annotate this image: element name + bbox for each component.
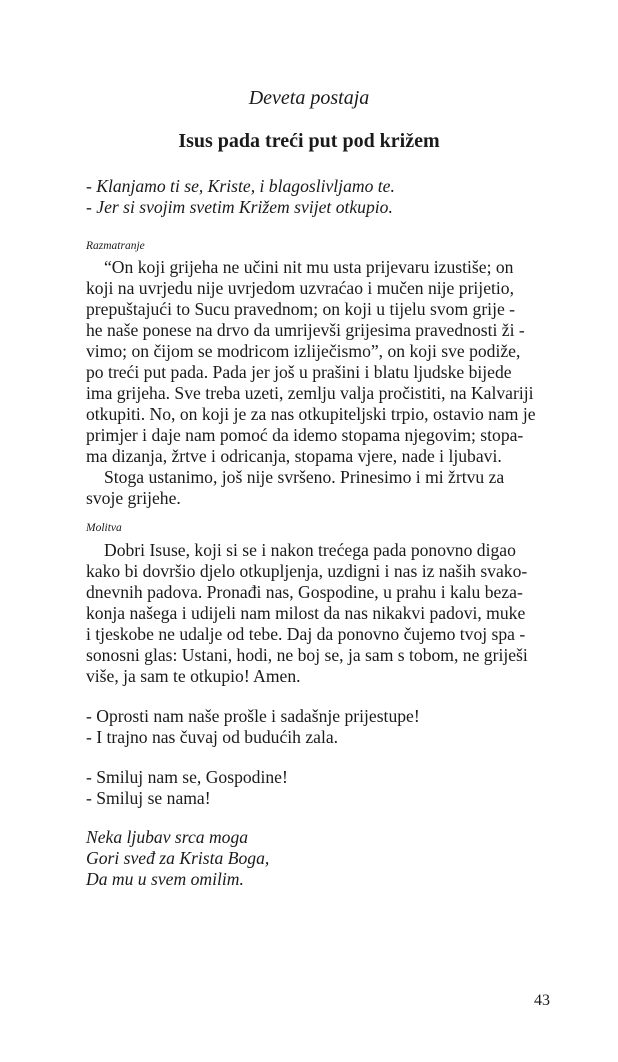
- page-number: 43: [534, 992, 550, 1009]
- text-line: i tjeskobe ne udalje od tebe. Daj da ponovno čujemo tvoj spa -: [86, 624, 526, 644]
- text-line: vimo; on čijom se modricom izliječismo”, on koji sve podiže,: [86, 341, 521, 361]
- response-line: - Smiluj nam se, Gospodine!: [86, 767, 288, 787]
- response-line: - Oprosti nam naše prošle i sadašnje prijestupe!: [86, 706, 420, 726]
- meditation-label: Razmatranje: [86, 240, 145, 252]
- response-line: - Smiluj se nama!: [86, 788, 211, 808]
- antiphon-line: - Jer si svojim svetim Križem svijet otkupio.: [86, 197, 393, 217]
- verse-line: Gori sveđ za Krista Boga,: [86, 848, 270, 868]
- text-line: ma dizanja, žrtve i odricanja, stopama vjere, nade i ljubavi.: [86, 446, 502, 466]
- text-line: više, ja sam te otkupio! Amen.: [86, 666, 301, 686]
- text-line: kako bi dovršio djelo otkupljenja, uzdigni i nas iz naših svako-: [86, 561, 528, 581]
- verse-line: Da mu u svem omilim.: [86, 869, 244, 889]
- response-line: - I trajno nas čuvaj od budućih zala.: [86, 727, 339, 747]
- antiphon-line: - Klanjamo ti se, Kriste, i blagoslivljamo te.: [86, 176, 395, 196]
- text-line: prepuštajući to Sucu pravednom; on koji u tijelu svom grije -: [86, 299, 516, 319]
- text-line: otkupiti. No, on koji je za nas otkupiteljski trpio, ostavio nam je: [86, 404, 536, 424]
- text-line: dnevnih padova. Pronađi nas, Gospodine, u prahu i kalu beza-: [86, 582, 523, 602]
- text-line: svoje grijehe.: [86, 488, 181, 508]
- text-line: sonosni glas: Ustani, hodi, ne boj se, ja sam s tobom, ne griješi: [86, 645, 528, 665]
- text-line: Stoga ustanimo, još nije svršeno. Prinesimo i mi žrtvu za: [104, 467, 505, 487]
- text-line: po treći put pada. Pada jer još u prašini i blatu ljudske bijede: [86, 362, 512, 382]
- verse-line: Neka ljubav srca moga: [86, 827, 249, 847]
- station-title: Isus pada treći put pod križem: [178, 130, 440, 152]
- text-line: he naše ponese na drvo da umrijevši grijesima pravednosti ži -: [86, 320, 525, 340]
- text-line: ima grijeha. Sve treba uzeti, zemlju valja pročistiti, na Kalvariji: [86, 383, 534, 403]
- prayer-label: Molitva: [86, 522, 122, 534]
- text-line: Dobri Isuse, koji si se i nakon trećega pada ponovno digao: [104, 540, 516, 560]
- station-heading: Deveta postaja: [248, 87, 370, 109]
- text-line: konja našega i udijeli nam milost da nas nikakvi padovi, muke: [86, 603, 526, 623]
- text-line: “On koji grijeha ne učini nit mu usta prijevaru izustiše; on: [104, 257, 514, 277]
- text-line: primjer i daje nam pomoć da idemo stopama njegovim; stopa-: [86, 425, 524, 445]
- text-line: koji na uvrjedu nije uvrjedom uzvraćao i mučen nije prijetio,: [86, 278, 514, 298]
